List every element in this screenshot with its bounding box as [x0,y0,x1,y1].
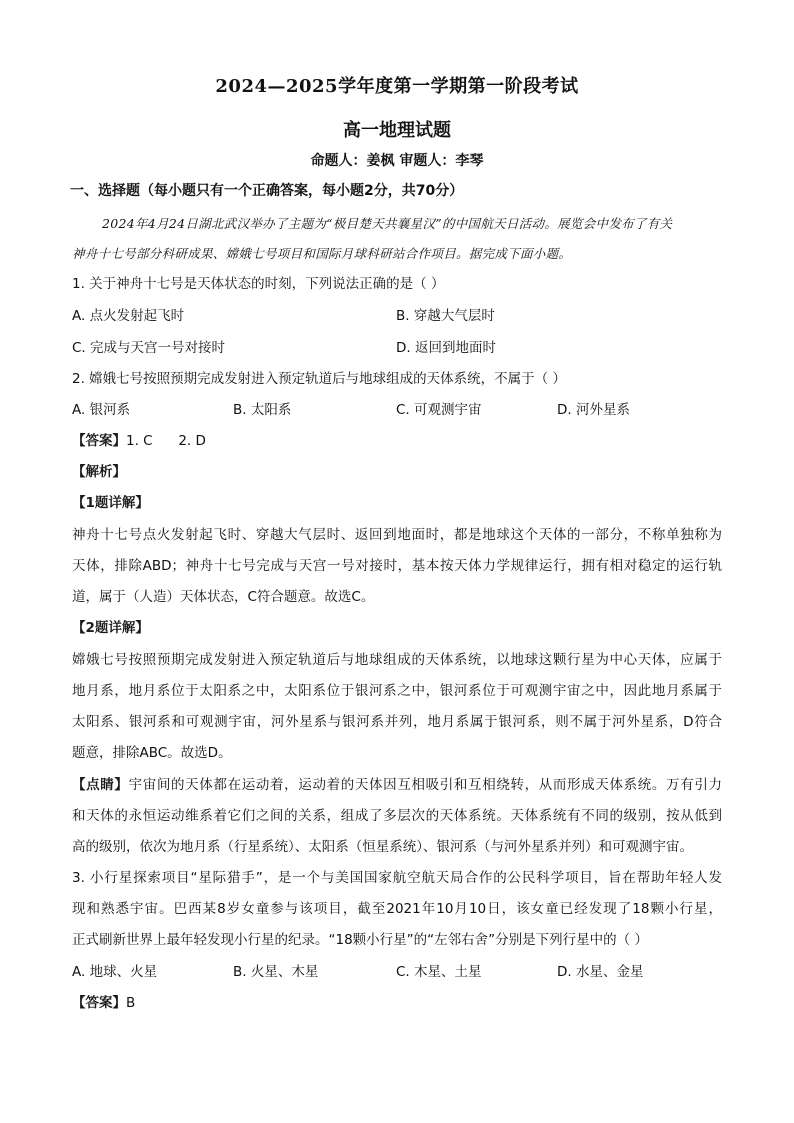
answer-3-tag: 【答案】 [72,995,126,1011]
section-heading: 一、选择题（每小题只有一个正确答案，每小题2分，共70分） [70,183,464,199]
tip-line-1 [72,775,722,795]
q3-option-d: D. 水星、金星 [557,964,644,980]
exam-subtitle: 高一地理试题 [343,120,451,141]
tip-line-2: 和天体的永恒运动维系着它们之间的关系，组成了多层次的天体系统。天体系统有不同的级别，按从低到 [72,808,722,824]
exam-title: 2024—2025学年度第一学期第一阶段考试 [215,76,579,97]
q2-option-d: D. 河外星系 [557,402,630,418]
question-2-stem: 2. 嫦娥七号按照预期完成发射进入预定轨道后与地球组成的天体系统，不属于（ ） [72,371,566,387]
q1-option-a: A. 点火发射起飞时 [72,308,185,324]
analysis-tag: 【解析】 [72,464,126,480]
intro-line-1: 2024年4月24日湖北武汉举办了主题为“极目楚天共襄星汉”的中国航天日活动。展览会中发布了有关 [102,216,673,231]
question-1-stem: 1. 关于神舟十七号是天体状态的时刻，下列说法正确的是（ ） [72,276,445,292]
q1-option-b: B. 穿越大气层时 [396,308,495,324]
q3-option-b: B. 火星、木星 [233,964,319,980]
q1-detail-line-1: 神舟十七号点火发射起飞时、穿越大气层时、返回到地面时，都是地球这个天体的一部分，不称单独称为 [72,527,722,543]
answer-tag: 【答案】 [72,433,126,449]
q1-option-c: C. 完成与天宫一号对接时 [72,340,226,356]
q2-option-b: B. 太阳系 [233,402,292,418]
question-3-stem-3: 正式刷新世界上最年轻发现小行星的纪录。“18颗小行星”的“左邻右舍”分别是下列行星中的（ ） [72,932,648,948]
q2-detail-line-2: 地月系，地月系位于太阳系之中，太阳系位于银河系之中，银河系位于可观测宇宙之中，因此地月系属于 [72,683,722,699]
q3-option-a: A. 地球、火星 [72,964,158,980]
q1-detail-line-3: 道，属于（人造）天体状态，C符合题意。故选C。 [72,589,375,605]
q2-detail-line-3: 太阳系、银河系和可观测宇宙，河外星系与银河系并列，地月系属于银河系，则不属于河外星系，D符合 [72,714,722,730]
intro-line-2: 神舟十七号部分科研成果、嫦娥七号项目和国际月球科研站合作项目。据完成下面小题。 [72,246,572,261]
question-3-stem-2: 现和熟悉宇宙。巴西某8岁女童参与该项目，截至2021年10月10日，该女童已经发现了18颗小行星， [72,901,722,917]
exam-authors: 命题人：姜枫 审题人：李琴 [310,153,484,169]
q3-option-c: C. 木星、土星 [396,964,482,980]
q1-option-d: D. 返回到地面时 [396,340,496,356]
answer-3 [72,993,722,1013]
q2-option-c: C. 可观测宇宙 [396,402,482,418]
q1-detail-line-2: 天体，排除ABD；神舟十七号完成与天宫一号对接时，基本按天体力学规律运行，拥有相对稳定的运行轨 [72,558,722,574]
tip-text-1: 宇宙间的天体都在运动着，运动着的天体因互相吸引和互相绕转，从而形成天体系统。万有引力 [128,777,722,793]
answer-text: 1. C 2. D [126,433,206,449]
q1-detail-tag: 【1题详解】 [72,495,149,511]
tip-tag: 【点睛】 [72,777,129,793]
q2-option-a: A. 银河系 [72,402,131,418]
q2-detail-tag: 【2题详解】 [72,620,149,636]
answer-1-2 [72,431,722,451]
tip-line-3: 高的级别，依次为地月系（行星系统）、太阳系（恒星系统）、银河系（与河外星系并列）和可观测宇宙。 [72,839,693,855]
question-3-stem-1: 3. 小行星探索项目“星际猎手”，是一个与美国国家航空航天局合作的公民科学项目，旨在帮助年轻人发 [72,870,722,886]
q2-detail-line-4: 题意，排除ABC。故选D。 [72,745,232,761]
q2-detail-line-1: 嫦娥七号按照预期完成发射进入预定轨道后与地球组成的天体系统，以地球这颗行星为中心天体，应属于 [72,652,722,668]
answer-3-text: B [126,995,136,1011]
